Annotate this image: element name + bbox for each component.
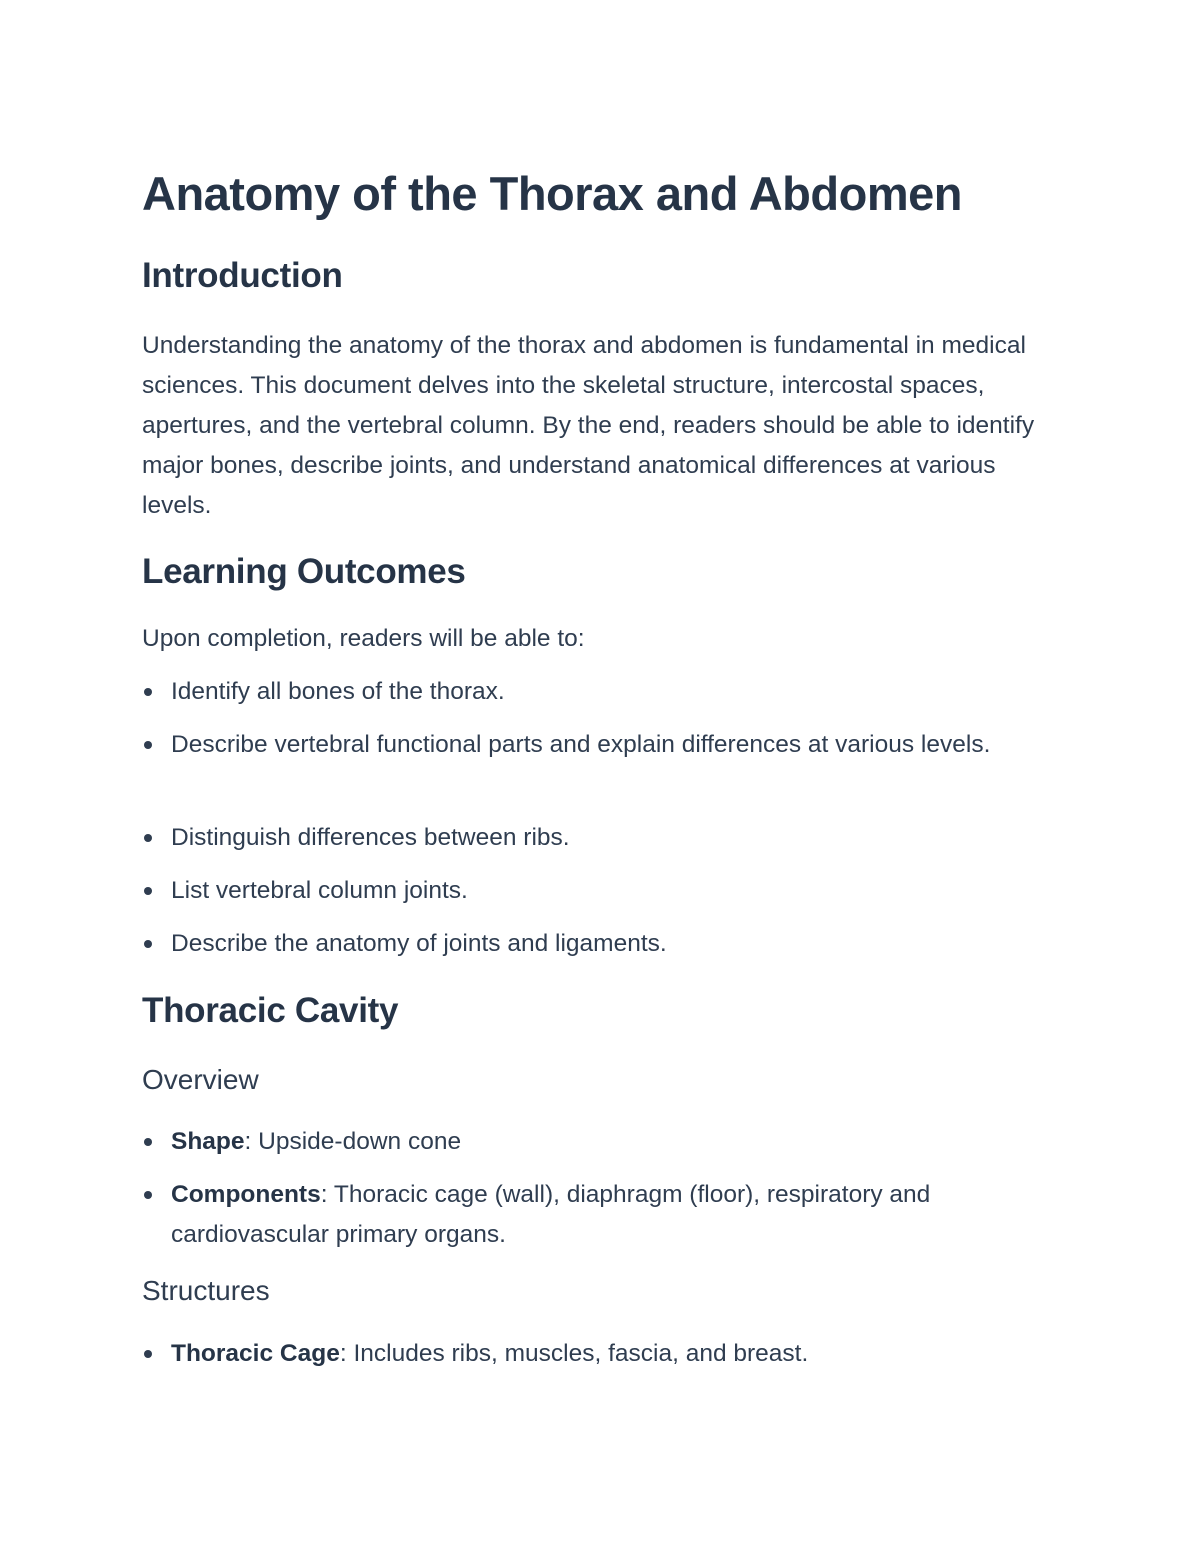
list-item	[142, 924, 1042, 964]
term-separator: :	[320, 1181, 334, 1208]
list-item-text	[171, 1175, 1042, 1255]
structures-heading: Structures	[142, 1275, 270, 1306]
list-item-text: Identify all bones of the thorax.	[171, 678, 505, 705]
bullet-dot	[144, 1350, 152, 1358]
bullet-dot	[144, 1191, 152, 1199]
document-title: Anatomy of the Thorax and Abdomen	[142, 167, 962, 220]
bullet-dot	[144, 1138, 152, 1146]
overview-heading: Overview	[142, 1064, 259, 1095]
list-item-text: Describe vertebral functional parts and explain differences at various levels.	[171, 731, 991, 758]
list-item-term: Shape	[171, 1128, 245, 1155]
learning-outcomes-heading: Learning Outcomes	[142, 552, 466, 591]
list-item-description: Upside-down cone	[258, 1128, 462, 1155]
list-item	[142, 672, 1042, 712]
list-item	[142, 1175, 1042, 1255]
list-item-text	[171, 1334, 1042, 1374]
list-item-text: Distinguish differences between ribs.	[171, 824, 570, 851]
list-item	[142, 1122, 1042, 1162]
introduction-heading: Introduction	[142, 256, 343, 295]
list-item	[142, 871, 1042, 911]
bullet-dot	[144, 688, 152, 696]
list-item-text	[171, 1122, 1042, 1162]
list-item	[142, 1334, 1042, 1374]
list-item-text: List vertebral column joints.	[171, 877, 468, 904]
learning-outcomes-lead: Upon completion, readers will be able to:	[142, 625, 585, 652]
list-item	[142, 725, 1042, 765]
list-item-term: Thoracic Cage	[171, 1340, 340, 1367]
thoracic-cavity-heading: Thoracic Cavity	[142, 991, 399, 1030]
list-item	[142, 818, 1042, 858]
term-separator: :	[339, 1340, 354, 1367]
bullet-dot	[144, 887, 152, 895]
bullet-dot	[144, 940, 152, 948]
list-item-description: Includes ribs, muscles, fascia, and breast.	[353, 1340, 809, 1367]
list-item-text: Describe the anatomy of joints and ligaments.	[171, 930, 667, 957]
introduction-paragraph: Understanding the anatomy of the thorax and abdomen is fundamental in medical sciences. This document delves into the skeletal structure, intercostal spaces, apertures, and the vertebral column. By the end, readers should be able to identify major bones, describe joints, and understand anatomical differences at various levels.	[142, 332, 1035, 519]
bullet-dot	[144, 834, 152, 842]
list-item-description: Thoracic cage (wall), diaphragm (floor), respiratory and cardiovascular primary organs.	[171, 1181, 931, 1248]
bullet-dot	[144, 741, 152, 749]
term-separator: :	[244, 1128, 259, 1155]
list-item-term: Components	[171, 1181, 321, 1208]
